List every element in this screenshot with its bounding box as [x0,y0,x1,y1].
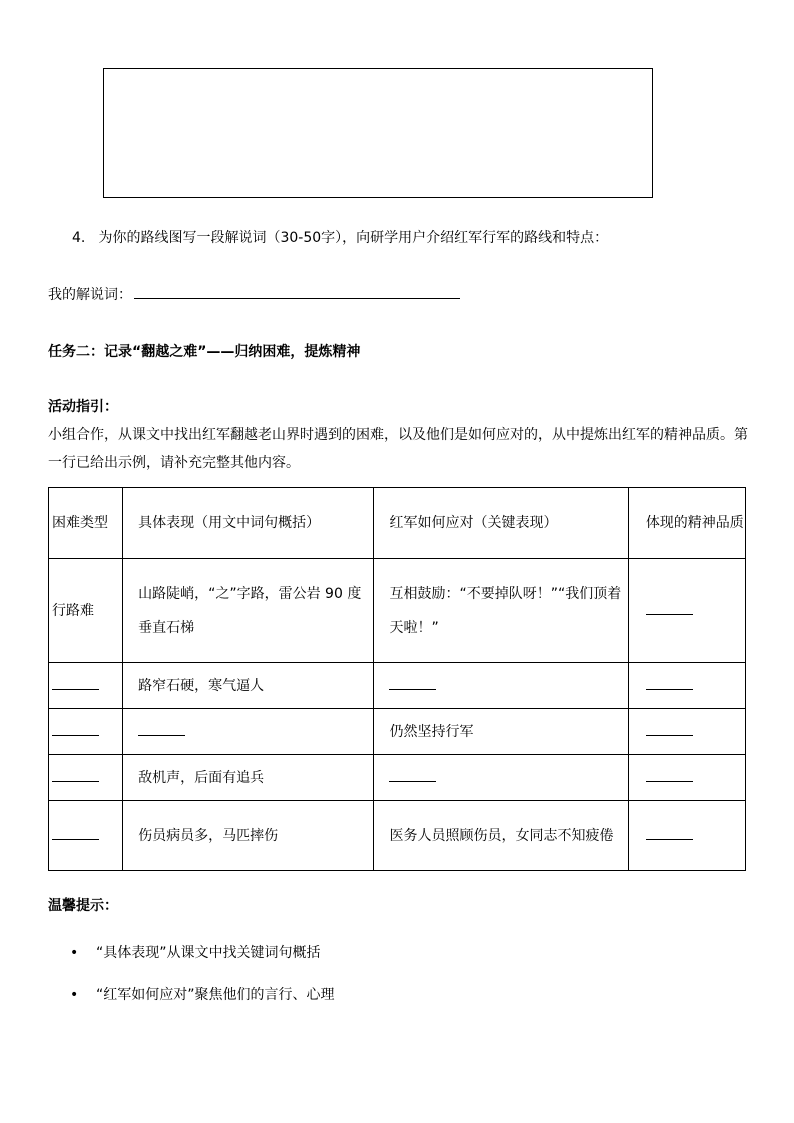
answer-row [48,284,460,304]
detail-cell[interactable] [123,709,374,755]
fill-blank[interactable] [389,677,436,690]
bullet-icon: • [70,945,79,961]
route-drawing-box[interactable] [103,68,653,198]
type-cell[interactable] [49,755,123,801]
table-row [49,663,746,709]
fill-blank[interactable] [646,723,693,736]
task2-title: 任务二：记录“翻越之难”——归纳困难，提炼精神 [48,344,361,360]
type-cell[interactable] [49,801,123,871]
response-cell[interactable] [374,755,628,801]
header-cell: 体现的精神品质 [628,488,745,559]
spirit-cell[interactable] [628,559,745,663]
question-4 [72,227,608,247]
spirit-cell[interactable] [628,755,745,801]
table-row [49,709,746,755]
guide-body: 小组合作，从课文中找出红军翻越老山界时遇到的困难，以及他们是如何应对的，从中提炼出红军的精神品质。第一行已给出示例，请补充完整其他内容。 [48,427,748,471]
answer-blank-line[interactable] [134,284,460,299]
bullet-icon: • [70,987,79,1003]
fill-blank[interactable] [646,677,693,690]
detail-cell: 路窄石硬，寒气逼人 [123,663,374,709]
response-cell[interactable] [374,663,628,709]
tip-item [70,984,335,1004]
table-header-row [49,488,746,559]
header-cell: 红军如何应对（关键表现） [374,488,628,559]
fill-blank[interactable] [389,769,436,782]
type-cell[interactable] [49,663,123,709]
response-cell: 仍然坚持行军 [374,709,628,755]
fill-blank[interactable] [52,769,99,782]
detail-cell: 山路陡峭，“之”字路，雷公岩 90 度垂直石梯 [123,559,374,663]
type-cell: 行路难 [49,559,123,663]
table-row [49,559,746,663]
response-cell: 医务人员照顾伤员，女同志不知疲倦 [374,801,628,871]
header-cell: 困难类型 [49,488,123,559]
spirit-cell[interactable] [628,801,745,871]
fill-blank[interactable] [646,602,693,615]
difficulty-table [48,487,746,871]
spirit-cell[interactable] [628,663,745,709]
tip-text: “具体表现”从课文中找关键词句概括 [96,945,321,961]
question-text: 为你的路线图写一段解说词（30-50字），向研学用户介绍红军行军的路线和特点： [98,230,609,246]
fill-blank[interactable] [52,827,99,840]
fill-blank[interactable] [52,677,99,690]
question-number: 4. [72,230,86,246]
type-cell[interactable] [49,709,123,755]
header-cell: 具体表现（用文中词句概括） [123,488,374,559]
detail-cell: 伤员病员多，马匹摔伤 [123,801,374,871]
table-row [49,755,746,801]
fill-blank[interactable] [646,769,693,782]
spirit-cell[interactable] [628,709,745,755]
fill-blank[interactable] [646,827,693,840]
answer-label: 我的解说词： [48,287,132,303]
tip-text: “红军如何应对”聚焦他们的言行、心理 [96,987,335,1003]
fill-blank[interactable] [138,723,185,736]
tip-item [70,942,321,962]
fill-blank[interactable] [52,723,99,736]
detail-cell: 敌机声，后面有追兵 [123,755,374,801]
response-cell: 互相鼓励：“不要掉队呀！”“我们顶着天啦！” [374,559,628,663]
table-row [49,801,746,871]
guide-heading: 活动指引： [48,399,118,415]
tips-heading: 温馨提示： [48,898,118,914]
